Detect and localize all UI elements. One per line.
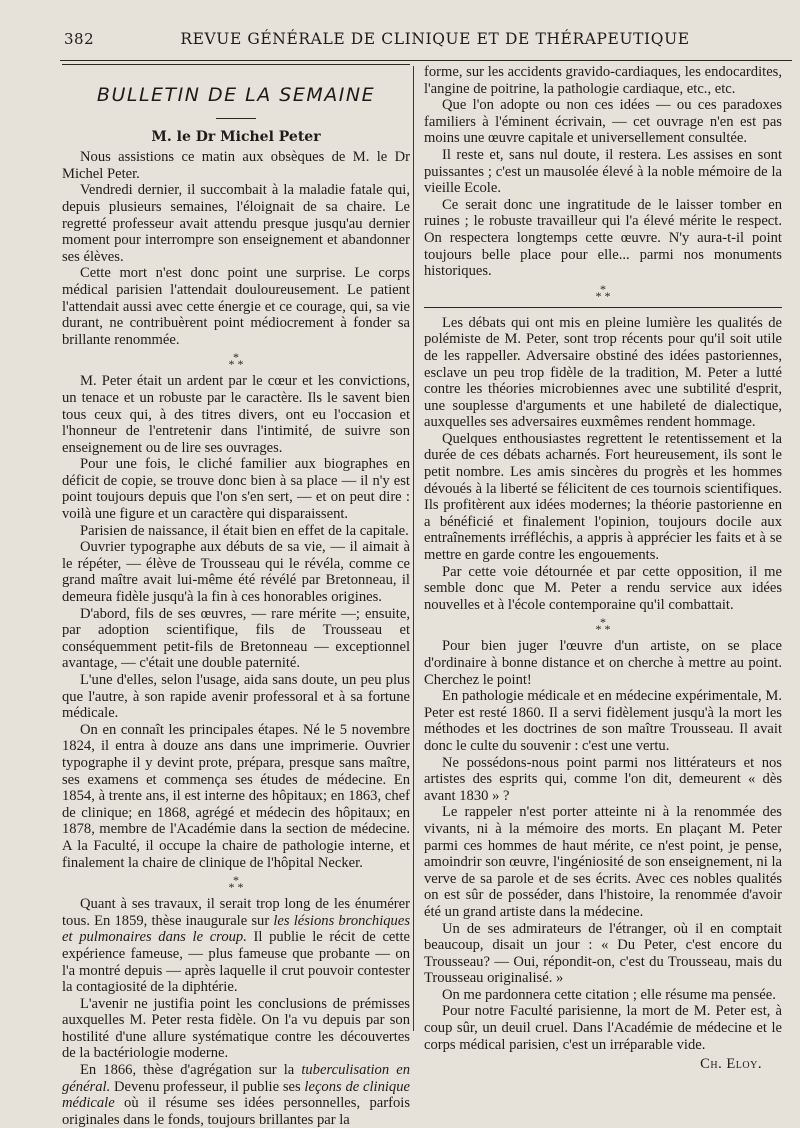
section-dinkus bbox=[62, 350, 410, 372]
dinkus-star: * bbox=[600, 615, 606, 630]
dinkus-star: * bbox=[604, 622, 611, 637]
paragraph: Ne possédons-nous point parmi nos littérateurs et nos artistes des esprits qui, comme l'on dit, demeurent « dès avant 1830 » ? bbox=[424, 754, 782, 804]
paragraph: Ce serait donc une ingratitude de le laisser tomber en ruines ; le robuste travailleur qui l'a élevé mérite le respect. On respectera longtemps cette œuvre. N'y aura-t-il point toujours belle place pour elle... parmi nos monuments historiques. bbox=[424, 196, 782, 280]
article-heading: M. le Dr Michel Peter bbox=[151, 128, 321, 145]
bulletin-title: BULLETIN DE LA SEMAINE bbox=[96, 84, 376, 106]
paragraph: Il reste et, sans nul doute, il restera. Les assises en sont puissantes ; c'est un mausolée élevé à la noble mémoire de la vieille Ecole. bbox=[424, 146, 782, 197]
title-rule bbox=[216, 118, 256, 119]
dinkus-star: * bbox=[595, 288, 602, 303]
left-column bbox=[62, 64, 410, 1128]
paragraph: L'avenir ne justifia point les conclusions de prémisses auxquelles M. Peter resta fidèle. On l'a vu depuis par son hostilité d'une allure systématique contre les découvertes de la bactériologie moderne. bbox=[62, 995, 410, 1062]
dinkus-star: * bbox=[228, 880, 235, 895]
paragraph: Pour une fois, le cliché familier aux biographes en déficit de copie, se trouve donc bien à sa place — il n'y est point toujours depuis que l'on s'en sert, — et on peut dire : voilà une figure et un caractère qui disparaissent. bbox=[62, 456, 410, 523]
paragraph: Par cette voie détournée et par cette opposition, il me semble donc que M. Peter a rendu service aux idées nouvelles et à l'école contemporaine qu'il combattait. bbox=[424, 563, 782, 613]
dinkus-star: * bbox=[595, 622, 602, 637]
paragraph: Quelques enthousiastes regrettent le retentissement et la durée de ces débats acharnés. Fort heureusement, ils sont le petit nombre. Les amis sincères du progrès et les hommes dévoués à la liberté se félicitent de ces tournois scientifiques. Ils profitèrent aux idées modernes; la théorie pastorienne en a bénéficié et finalement l'opinion, toujours docile aux entraînements irréfléchis, a appris à apprécier les faits et à se mettre en garde contre les engouements. bbox=[424, 430, 782, 564]
column-divider bbox=[413, 66, 414, 1031]
page-number: 382 bbox=[64, 30, 95, 48]
paragraph: Que l'on adopte ou non ces idées — ou ces paradoxes familiers à l'éminent écrivain, — cet ouvrage n'en est pas moins une œuvre capitale et universellement consultée. bbox=[424, 97, 782, 147]
dinkus-star: * bbox=[604, 288, 611, 303]
paragraph: Ouvrier typographe aux débuts de sa vie, — il aimait à le répéter, — élève de Trousseau qui le révéla, comme ce grand maître avait lui-même été révélé par Bretonneau, il demeura fidèle jusqu'à la fin à ces honorables origines. bbox=[62, 539, 410, 606]
author-signature: Ch. Eloy. bbox=[700, 1056, 762, 1073]
section-rule bbox=[424, 307, 782, 308]
section-dinkus bbox=[424, 281, 782, 303]
dinkus-star: * bbox=[233, 350, 239, 365]
thesis-title: les lésions bronchiques et pulmonaires dans le croup. bbox=[62, 912, 411, 946]
paragraph: D'abord, fils de ses œuvres, — rare mérite —; ensuite, par adoption scientifique, fils de Trousseau et conséquemment petit-fils de Bretonneau — exceptionnel avantage, — c'était une double paternité. bbox=[62, 605, 410, 672]
paragraph: Cette mort n'est donc point une surprise. Le corps médical parisien l'attendait douloureusement. Le patient l'attendait aussi avec cette énergie et ce courage, qui, sa vie durant, ne contribuèrent point médiocrement à fonder sa brillante renommée. bbox=[62, 265, 410, 348]
dinkus-star: * bbox=[228, 357, 235, 372]
paragraph: L'une d'elles, selon l'usage, aida sans doute, un peu plus que l'autre, à son rapide avenir professoral et à sa fortune médicale. bbox=[62, 672, 410, 722]
paragraph: Le rappeler n'est porter atteinte ni à la renommée des vivants, ni à la mémoire des morts. En plaçant M. Peter parmi ces hommes de haut mérite, ce n'est point, je pense, amoindrir son œuvre, l'ingéniosité de son enseignement, ni la verve de sa parole et de ses écrits. Avec ces nobles qualités on est sûr de posséder, dans l'histoire, la renommée d'avoir été un grand artiste dans la médecine. bbox=[424, 804, 782, 920]
paragraph: On en connaît les principales étapes. Né le 5 novembre 1824, il entra à douze ans dans une imprimerie. Ouvrier typographe il y devint prote, prépara, presque sans maître, ses examens et commença ses études de médecine. En 1854, à trente ans, il est interne des hôpitaux; en 1863, chef de clinique; en 1868, agrégé et médecin des hôpitaux; en 1878, membre de l'Académie dans la section de médecine. A la Faculté, il occupe la chaire de pathologie interne, et finalement la chaire de clinique de l'hôpital Necker. bbox=[62, 721, 410, 871]
paragraph: En pathologie médicale et en médecine expérimentale, M. Peter est resté 1860. Il a servi fidèlement jusqu'à la mort les méthodes et les doctrines de son maître Trousseau. Il avait donc le culte du souvenir : c'est une vertu. bbox=[424, 688, 782, 754]
paragraph: En 1866, thèse d'agrégation sur la tuberculisation en général. Devenu professeur, il publie ses leçons de clinique médicale où il résume ses idées personnelles, parfois originales dans le fonds, toujours brillantes par la bbox=[62, 1062, 410, 1128]
right-column bbox=[424, 64, 782, 1073]
paragraph: On me pardonnera cette citation ; elle résume ma pensée. bbox=[442, 986, 776, 1003]
paragraph: forme, sur les accidents gravido-cardiaques, les endocardites, l'angine de poitrine, la pathologie cardiaque, etc., etc. bbox=[424, 64, 782, 97]
section-dinkus bbox=[424, 615, 782, 637]
section-dinkus bbox=[62, 873, 410, 895]
dinkus-star: * bbox=[233, 873, 239, 888]
paragraph: Un de ses admirateurs de l'étranger, où il en comptait beaucoup, disait un jour : « Du Peter, c'est encore du Trousseau? — Oui, répondit-on, c'est du Trousseau, mais du Trousseau originalisé. » bbox=[424, 920, 782, 987]
paragraph: M. Peter était un ardent par le cœur et les convictions, un tenace et un robuste par le caractère. Ils le savent bien tous ceux qui, à des titres divers, ont eu l'occasion et l'honneur de l'entretenir dans l'intimité, de suivre son enseignement ou de lire ses ouvrages. bbox=[62, 373, 410, 456]
dinkus-star: * bbox=[237, 880, 244, 895]
left-top-rule bbox=[62, 64, 410, 65]
running-title: REVUE GÉNÉRALE DE CLINIQUE ET DE THÉRAPEUTIQUE bbox=[180, 30, 690, 48]
paragraph: Nous assistions ce matin aux obsèques de M. le Dr Michel Peter. bbox=[62, 149, 410, 182]
dinkus-star: * bbox=[600, 281, 606, 296]
paragraph: Parisien de naissance, il était bien en effet de la capitale. bbox=[80, 522, 409, 539]
paragraph: Pour bien juger l'œuvre d'un artiste, on se place d'ordinaire à bonne distance et on cherche à mettre au point. Cherchez le point! bbox=[424, 638, 782, 688]
header-rule bbox=[60, 60, 792, 61]
paragraph: Vendredi dernier, il succombait à la maladie fatale qui, depuis plusieurs semaines, l'éloignait de sa chaire. Le regretté professeur avait attendu presque jusqu'au dernier moment pour interrompre son enseignement et abandonner ses élèves. bbox=[62, 182, 410, 265]
thesis-title: tuberculisation en général. bbox=[62, 1062, 410, 1095]
book-title: leçons de clinique médicale bbox=[62, 1078, 410, 1112]
dinkus-star: * bbox=[237, 357, 244, 372]
paragraph: Les débats qui ont mis en pleine lumière les qualités de polémiste de M. Peter, sont trop récents pour qu'il soit utile de les rappeller. Adversaire obstiné des idées pastoriennes, esclave un peu trop fidèle de la tradition, M. Peter a lutté contre les théories microbiennes avec une subtilité d'esprit, une souplesse d'arguments et une habileté de dialectique, auxquelles ses adversaires euxmêmes rendent hommage. bbox=[424, 314, 782, 431]
page-header bbox=[0, 22, 800, 62]
paragraph: Quant à ses travaux, il serait trop long de les énumérer tous. En 1859, thèse inaugurale sur les lésions bronchiques et pulmonaires dans le croup. Il publie le récit de cette expérience fameuse, — plus fameuse que probante — on l'a montré depuis — après laquelle il crut pouvoir contester la contagiosité de la diphtérie. bbox=[62, 896, 411, 996]
paragraph: Pour notre Faculté parisienne, la mort de M. Peter est, à coup sûr, un deuil cruel. Dans l'Académie de médecine et le corps médical parisien, c'est un irréparable vide. bbox=[424, 1003, 782, 1053]
